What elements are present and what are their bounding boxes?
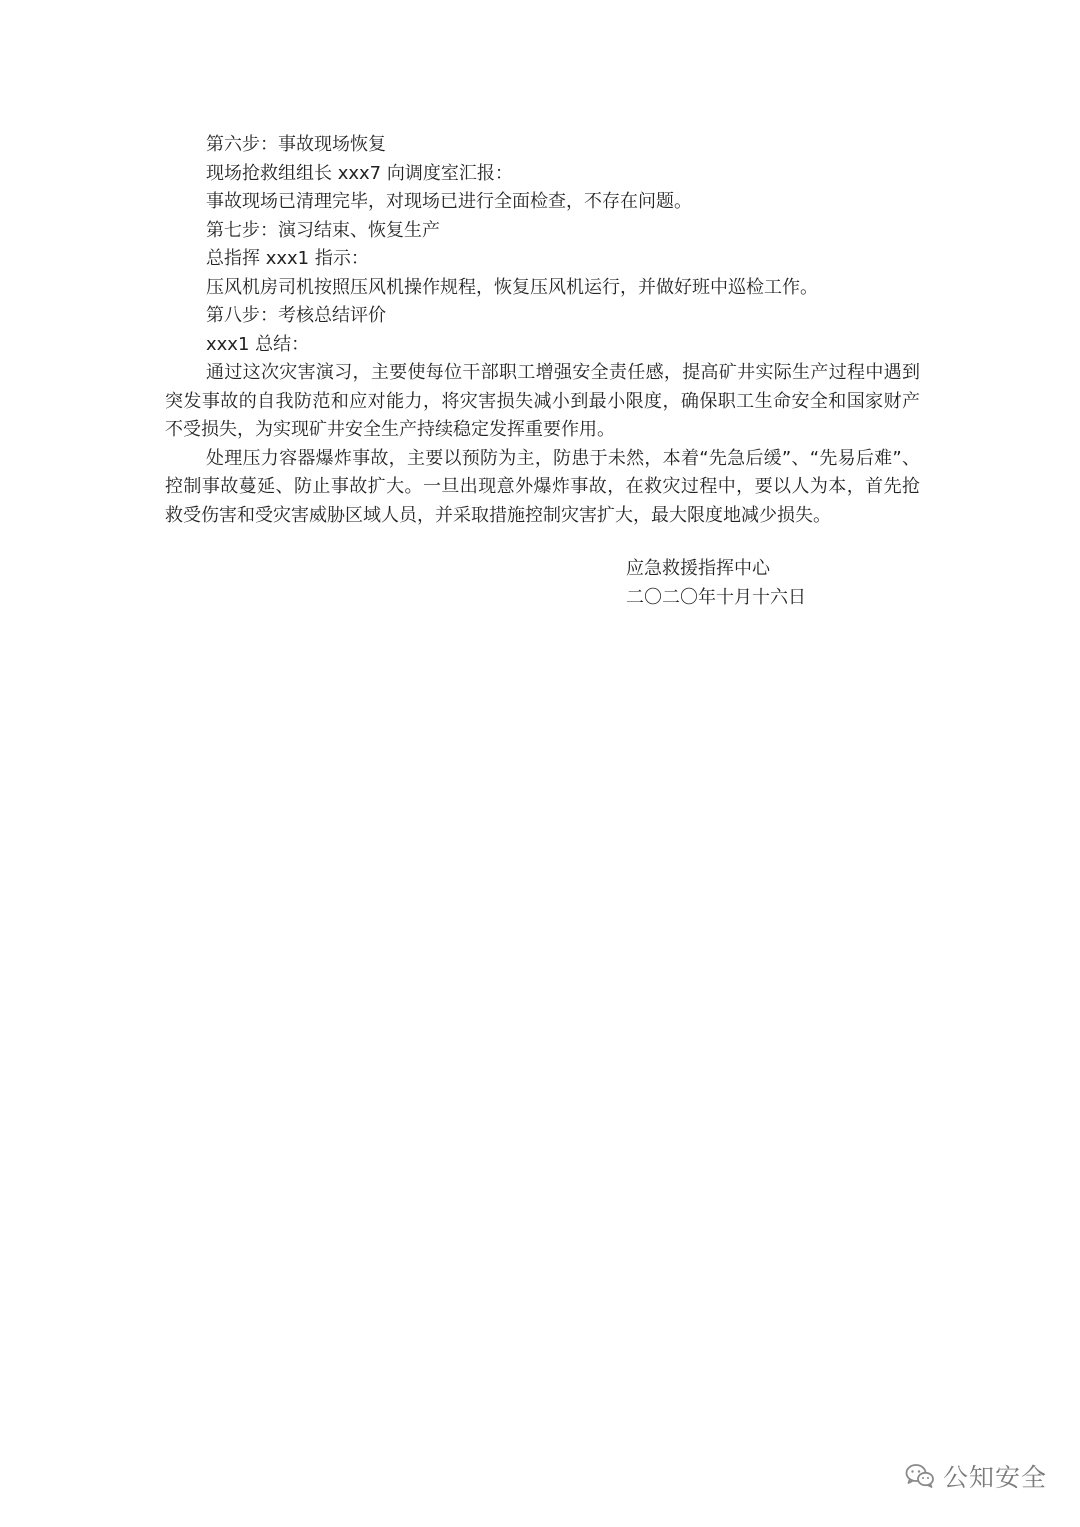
document-body [165,131,920,530]
summary-label: xxx1 总结： [206,333,310,355]
watermark-text: 公知安全 [942,1463,1047,1492]
commander-instruction-text: 压风机房司机按照压风机操作规程，恢复压风机运行，并做好班中巡检工作。 [206,276,818,298]
step-six-heading: 第六步：事故现场恢复 [206,134,386,155]
signature-organization: 应急救援指挥中心 [626,558,770,579]
signature-block [626,554,806,612]
wechat-icon [905,1463,935,1489]
summary-paragraph-2: 处理压力容器爆炸事故，主要以预防为主，防患于未然，本着“先急后缓”、“先易后难”、控制事故蔓延、防止事故扩大。一旦出现意外爆炸事故，在救灾过程中，要以人为本，首先抢救受伤害和受灾害威胁区域人员，并采取措施控制灾害扩大，最大限度地减少损失。 [165,447,920,526]
rescue-leader-report-text: 事故现场已清理完毕，对现场已进行全面检查，不存在问题。 [206,191,692,212]
rescue-leader-report-label: 现场抢救组组长 xxx7 向调度室汇报： [206,162,513,184]
summary-paragraph-1: 通过这次灾害演习，主要使每位干部职工增强安全责任感，提高矿井实际生产过程中遇到突发事故的自我防范和应对能力，将灾害损失减小到最小限度，确保职工生命安全和国家财产不受损失，为实现矿井安全生产持续稳定发挥重要作用。 [165,362,920,440]
step-seven-heading: 第七步：演习结束、恢复生产 [206,219,440,241]
watermark [905,1458,1047,1494]
step-eight-heading: 第八步：考核总结评价 [206,305,386,326]
signature-date: 二〇二〇年十月十六日 [626,587,806,608]
commander-instruction-label: 总指挥 xxx1 指示： [206,248,369,269]
